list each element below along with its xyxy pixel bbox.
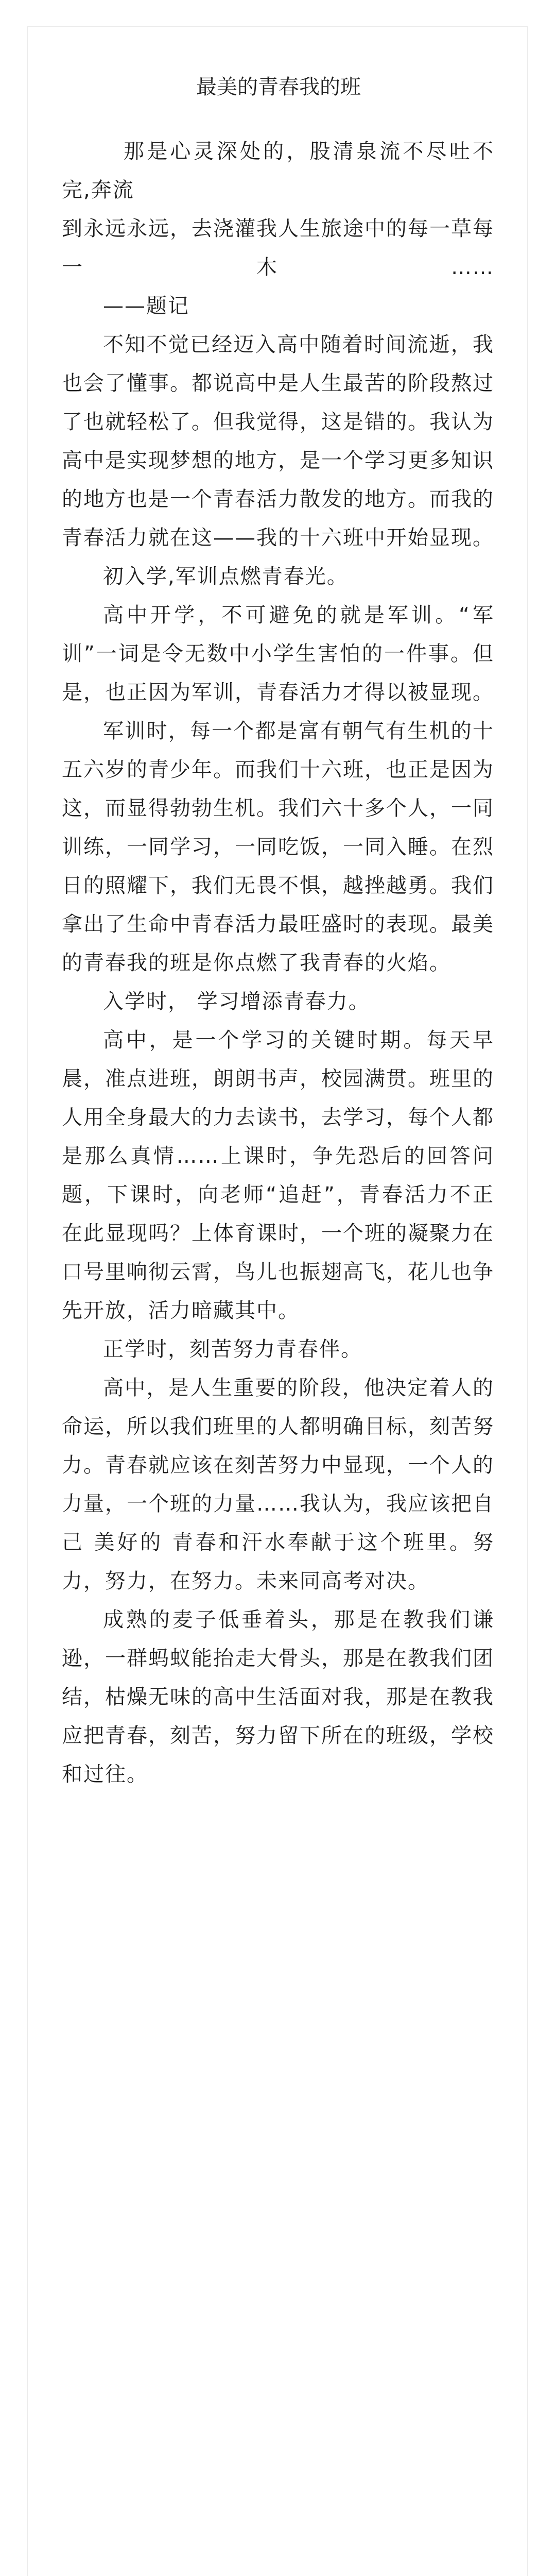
epigraph-line-1: 那是心灵深处的，股清泉流不尽吐不完,奔流 — [62, 140, 494, 202]
section-heading-3: 正学时，刻苦努力青春伴。 — [103, 1337, 362, 1361]
paragraph-2: 高中开学，不可避免的就是军训。“军训”一词是令无数中小学生害怕的一件事。但是，也正因为军训，青春活力才得以被显现。 — [62, 603, 494, 704]
article-body — [62, 132, 494, 1794]
section-heading-2: 入学时， 学习增添青春力。 — [103, 990, 370, 1013]
article-title: 最美的青春我的班 — [196, 75, 361, 99]
paragraph-5: 高中，是人生重要的阶段，他决定着人的命运，所以我们班里的人都明确目标，刻苦努力。青春就应该在刻苦努力中显现，一个人的力量，一个班的力量……我认为，我应该把自己 美好的 青春和汗水奉献于这个班里。努力，努力，在努力。未来同高考对决。 — [62, 1376, 494, 1593]
epigraph — [62, 132, 494, 326]
section-heading-1: 初入学,军训点燃青春光。 — [103, 565, 349, 588]
paragraph-1: 不知不觉已经迈入高中随着时间流逝，我也会了懂事。都说高中是人生最苦的阶段熬过了也就轻松了。但我觉得，这是错的。我认为高中是实现梦想的地方，是一个学习更多知识的地方也是一个青春活力散发的地方。而我的青春活力就在这——我的十六班中开始显现。 — [62, 333, 494, 550]
article-page — [27, 26, 528, 2576]
paragraph-3: 军训时，每一个都是富有朝气有生机的十五六岁的青少年。而我们十六班，也正是因为这，而显得勃勃生机。我们六十多个人，一同训练，一同学习，一同吃饭，一同入睡。在烈日的照耀下，我们无畏不惧，越挫越勇。我们拿出了生命中青春活力最旺盛时的表现。最美的青春我的班是你点燃了我青春的火焰。 — [62, 719, 494, 975]
paragraph-4: 高中，是一个学习的关键时期。每天早晨，准点进班，朗朗书声，校园满贯。班里的人用全身最大的力去读书，去学习，每个人都是那么真情……上课时，争先恐后的回答问题，下课时，向老师“追赶”，青春活力不正在此显现吗？上体育课时，一个班的凝聚力在口号里响彻云霄，鸟儿也振翅高飞，花儿也争先开放，活力暗藏其中。 — [62, 1028, 494, 1323]
epigraph-attribution: ——题记 — [103, 294, 189, 318]
paragraph-6: 成熟的麦子低垂着头，那是在教我们谦逊，一群蚂蚁能抬走大骨头，那是在教我们团结，枯燥无味的高中生活面对我，那是在教我应把青春，刻苦，努力留下所在的班级，学校和过往。 — [62, 1608, 494, 1786]
epigraph-line-2: 到永远永远，去浇灌我人生旅途中的每一草每一木…… — [62, 217, 494, 279]
